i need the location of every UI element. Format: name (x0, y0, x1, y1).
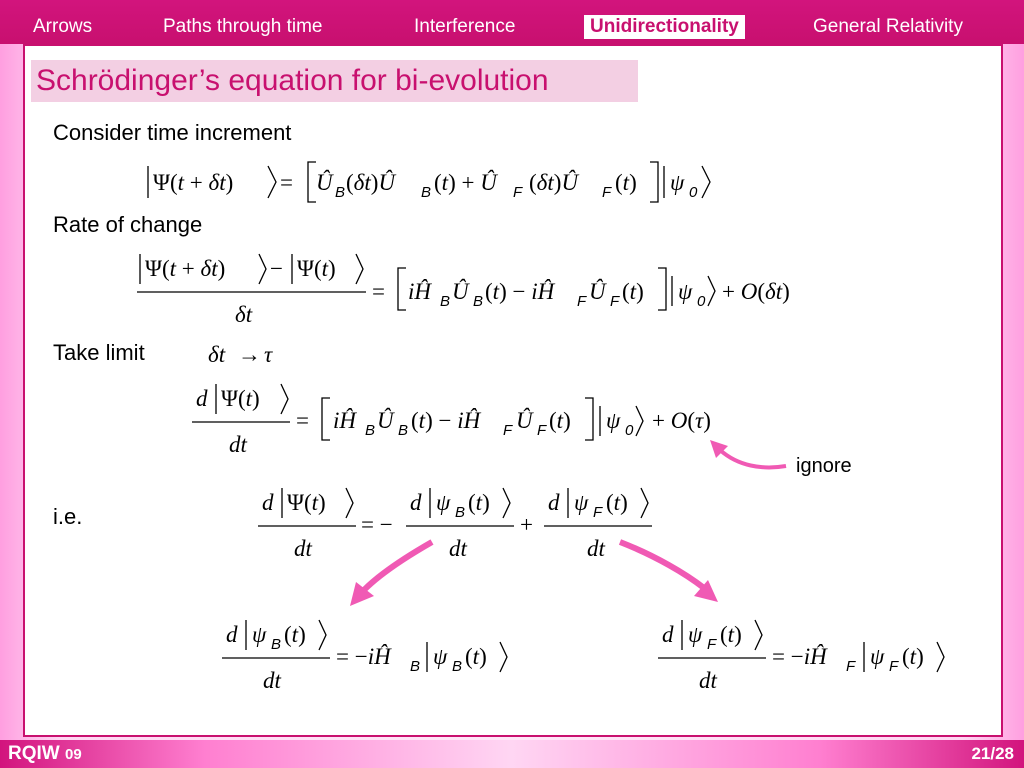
svg-text:τ: τ (264, 342, 273, 367)
slide-content-panel (23, 44, 1003, 737)
svg-text:Û: Û (452, 279, 469, 304)
svg-text:(t): (t) (284, 622, 306, 647)
label-rate-of-change: Rate of change (53, 212, 203, 237)
svg-text:(t): (t) (606, 490, 628, 515)
nav-tab-general-relativity[interactable]: General Relativity (813, 16, 963, 37)
svg-text:Ψ(t + δt): Ψ(t + δt) (145, 256, 226, 281)
svg-text:F: F (602, 184, 612, 201)
svg-text:F: F (610, 293, 620, 310)
slide-page-number: 21/28 (971, 744, 1014, 763)
svg-text:B: B (421, 184, 432, 201)
svg-text:B: B (473, 293, 484, 310)
svg-text:d: d (196, 386, 208, 411)
svg-text:B: B (440, 293, 451, 310)
svg-text:d: d (662, 622, 674, 647)
svg-text:+: + (520, 512, 533, 537)
svg-text:+ O(δt): + O(δt) (722, 279, 790, 304)
slide-title: Schrödinger’s equation for bi-evolution (36, 64, 549, 97)
svg-text:(t): (t) (622, 279, 644, 304)
svg-text:=: = (372, 279, 385, 304)
svg-text:ψ: ψ (436, 490, 451, 515)
svg-text:= −: = − (361, 512, 393, 537)
svg-text:ψ: ψ (252, 622, 267, 647)
svg-text:d: d (262, 490, 274, 515)
label-ie: i.e. (53, 504, 83, 529)
svg-text:0: 0 (689, 184, 698, 201)
svg-text:dt: dt (229, 432, 247, 457)
svg-text:ψ: ψ (688, 622, 703, 647)
svg-text:d: d (548, 490, 560, 515)
footer-brand-year: 09 (65, 746, 82, 763)
svg-text:d: d (410, 490, 422, 515)
svg-text:(δt)Û: (δt)Û (346, 170, 396, 195)
svg-text:(t) − iĤ: (t) − iĤ (411, 408, 481, 433)
svg-text:dt: dt (263, 668, 281, 693)
svg-text:(t): (t) (902, 644, 924, 669)
nav-tab-unidirectionality[interactable]: Unidirectionality (584, 15, 745, 39)
footer-brand (8, 742, 82, 767)
svg-text:(t): (t) (615, 170, 637, 195)
nav-tab-paths-through-time[interactable]: Paths through time (163, 16, 323, 37)
svg-text:F: F (537, 422, 547, 439)
svg-text:Û: Û (316, 170, 333, 195)
svg-text:ψ: ψ (574, 490, 589, 515)
svg-text:(t) + Û: (t) + Û (434, 170, 497, 195)
svg-text:iĤ: iĤ (333, 408, 356, 433)
svg-text:d: d (226, 622, 238, 647)
svg-text:dt: dt (294, 536, 312, 561)
svg-text:B: B (365, 422, 376, 439)
svg-text:B: B (452, 658, 463, 675)
svg-text:(t): (t) (720, 622, 742, 647)
svg-text:(t) − iĤ: (t) − iĤ (485, 279, 555, 304)
svg-text:−: − (270, 256, 283, 281)
svg-text:(δt)Û: (δt)Û (529, 170, 579, 195)
svg-text:B: B (398, 422, 409, 439)
svg-text:F: F (513, 184, 523, 201)
svg-text:→: → (238, 342, 261, 367)
svg-text:Ψ(t + δt): Ψ(t + δt) (153, 170, 234, 195)
svg-text:=: = (280, 170, 293, 195)
svg-text:Ψ(t): Ψ(t) (297, 256, 336, 281)
svg-text:ψ: ψ (606, 408, 621, 433)
svg-text:F: F (503, 422, 513, 439)
svg-text:Û: Û (377, 408, 394, 433)
svg-text:ψ: ψ (678, 279, 693, 304)
svg-text:dt: dt (699, 668, 717, 693)
svg-text:F: F (593, 504, 603, 521)
svg-text:(t): (t) (465, 644, 487, 669)
svg-text:ψ: ψ (670, 170, 685, 195)
svg-text:(t): (t) (468, 490, 490, 515)
svg-text:=: = (296, 408, 309, 433)
svg-text:ψ: ψ (433, 644, 448, 669)
svg-text:B: B (410, 658, 421, 675)
svg-text:F: F (889, 658, 899, 675)
bottom-bar (0, 740, 1024, 768)
svg-text:iĤ: iĤ (408, 279, 431, 304)
svg-text:(t): (t) (549, 408, 571, 433)
label-consider-time-increment: Consider time increment (53, 120, 292, 145)
svg-text:= −iĤ: = −iĤ (772, 644, 827, 669)
svg-text:δt: δt (208, 342, 226, 367)
svg-text:Û: Û (516, 408, 533, 433)
svg-text:= −iĤ: = −iĤ (336, 644, 391, 669)
svg-text:δt: δt (235, 302, 253, 327)
svg-text:Ψ(t): Ψ(t) (287, 490, 326, 515)
label-take-limit: Take limit (53, 340, 145, 365)
svg-text:B: B (455, 504, 466, 521)
svg-text:dt: dt (587, 536, 605, 561)
svg-text:F: F (707, 636, 717, 653)
svg-text:B: B (335, 184, 346, 201)
svg-text:F: F (846, 658, 856, 675)
svg-text:Ψ(t): Ψ(t) (221, 386, 260, 411)
svg-text:Û: Û (589, 279, 606, 304)
svg-text:+ O(τ): + O(τ) (652, 408, 711, 433)
svg-text:0: 0 (625, 422, 634, 439)
svg-text:F: F (577, 293, 587, 310)
svg-text:dt: dt (449, 536, 467, 561)
ignore-annotation: ignore (796, 455, 852, 477)
svg-text:B: B (271, 636, 282, 653)
nav-tab-interference[interactable]: Interference (414, 16, 516, 37)
svg-text:0: 0 (697, 293, 706, 310)
nav-tab-arrows[interactable]: Arrows (33, 16, 93, 37)
footer-brand-name: RQIW (8, 743, 60, 764)
svg-text:ψ: ψ (870, 644, 885, 669)
